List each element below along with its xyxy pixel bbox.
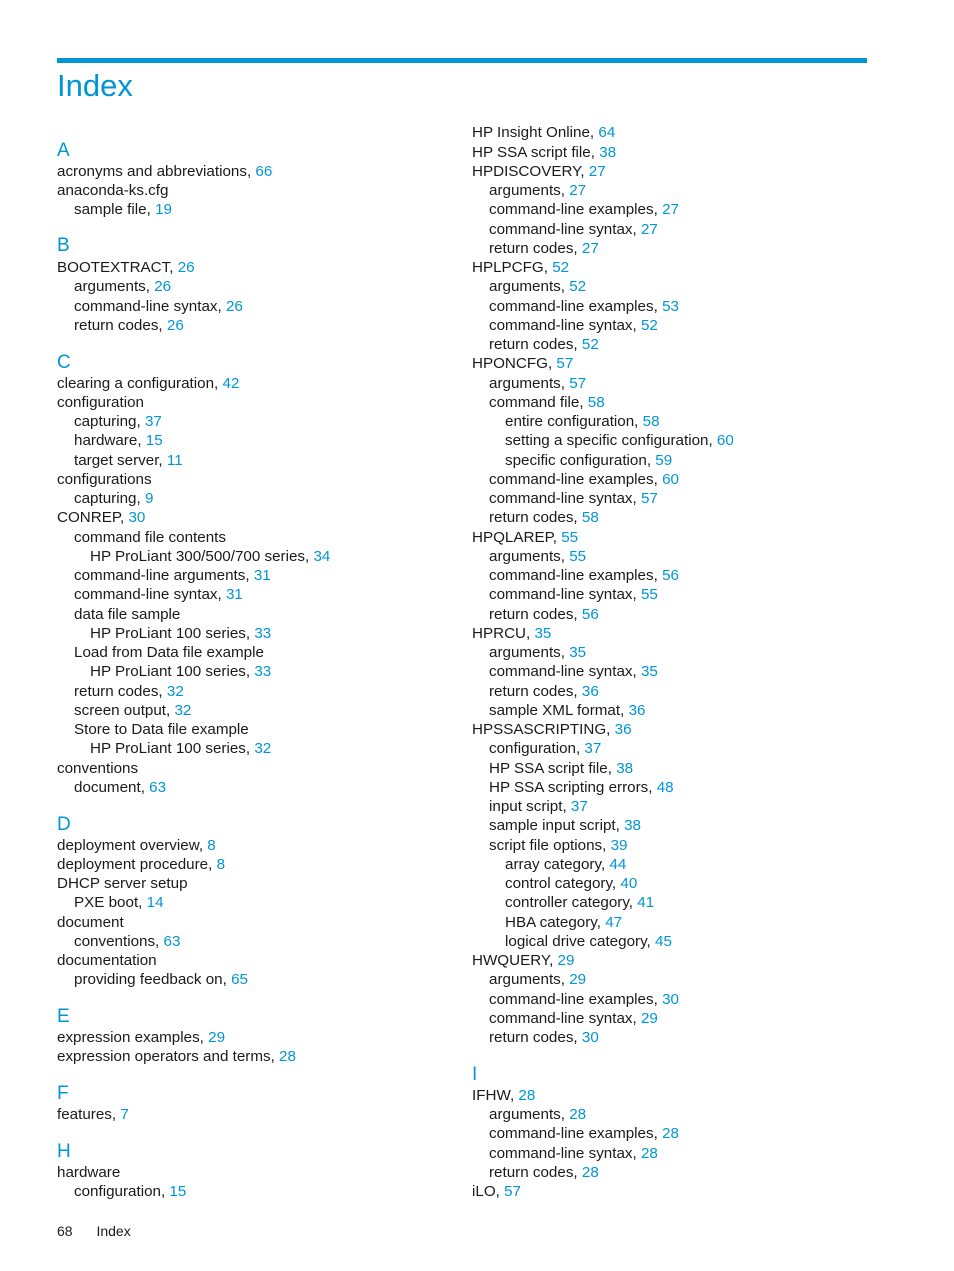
index-entry-term: HPQLAREP, xyxy=(472,529,557,546)
index-entry-term: configuration xyxy=(57,394,144,411)
index-entry xyxy=(57,778,166,797)
index-entry-term: HBA category, xyxy=(505,914,601,931)
page-reference-link[interactable]: 41 xyxy=(637,894,655,911)
index-entry xyxy=(57,200,172,219)
page-reference-link[interactable]: 33 xyxy=(254,625,272,642)
index-entry xyxy=(472,470,679,489)
index-entry-term: arguments, xyxy=(489,182,565,199)
index-entry xyxy=(472,816,641,835)
index-entry-term: HPONCFG, xyxy=(472,355,553,372)
index-entry-term: conventions, xyxy=(74,933,160,950)
index-letter-heading: E xyxy=(57,1006,70,1027)
index-entry-term: return codes, xyxy=(489,1164,578,1181)
index-entry xyxy=(472,1105,586,1124)
index-entry-term: HP ProLiant 300/500/700 series, xyxy=(90,548,310,565)
page-reference-link[interactable]: 27 xyxy=(569,182,587,199)
index-entry-term: HWQUERY, xyxy=(472,952,554,969)
index-entry xyxy=(472,297,679,316)
index-entry xyxy=(57,932,180,951)
index-entry-term: HP SSA scripting errors, xyxy=(489,779,653,796)
index-entry-term: arguments, xyxy=(74,278,150,295)
index-entry-term: entire configuration, xyxy=(505,413,639,430)
index-entry xyxy=(472,374,586,393)
index-entry-term: return codes, xyxy=(489,606,578,623)
index-entry xyxy=(472,489,658,508)
page-reference-link[interactable]: 38 xyxy=(616,760,634,777)
index-entry-term: arguments, xyxy=(489,1106,565,1123)
index-entry xyxy=(57,451,183,470)
index-entry xyxy=(472,431,734,450)
index-entry xyxy=(472,1124,679,1143)
index-entry-term: specific configuration, xyxy=(505,452,652,469)
page-reference-link[interactable]: 28 xyxy=(569,1106,587,1123)
index-entry xyxy=(57,624,271,643)
index-entry xyxy=(472,682,599,701)
index-entry-term: command-line syntax, xyxy=(489,317,637,334)
index-entry xyxy=(472,123,615,142)
index-entry-term: acronyms and abbreviations, xyxy=(57,163,252,180)
index-entry-term: expression operators and terms, xyxy=(57,1048,275,1065)
index-entry xyxy=(472,220,658,239)
index-entry-term: sample file, xyxy=(74,201,151,218)
page-reference-link[interactable]: 27 xyxy=(588,163,606,180)
index-entry-term: return codes, xyxy=(74,317,163,334)
index-entry-term: input script, xyxy=(489,798,567,815)
index-entry xyxy=(57,431,163,450)
page-reference-link[interactable]: 58 xyxy=(587,394,605,411)
index-entry-term: document, xyxy=(74,779,145,796)
index-entry xyxy=(57,682,184,701)
page-reference-link[interactable]: 39 xyxy=(610,837,628,854)
index-entry xyxy=(57,508,145,527)
index-entry xyxy=(472,393,605,412)
index-entry xyxy=(472,181,586,200)
index-entry xyxy=(472,143,616,162)
page-footer xyxy=(57,1222,131,1241)
index-entry xyxy=(57,1163,120,1182)
page-reference-link[interactable]: 45 xyxy=(655,933,672,950)
page-reference-link[interactable]: 52 xyxy=(640,317,658,334)
index-entry xyxy=(472,162,606,181)
index-entry xyxy=(472,566,679,585)
index-entry-term: HP ProLiant 100 series, xyxy=(90,740,251,757)
index-entry-term: command-line syntax, xyxy=(74,298,222,315)
index-letter-heading: F xyxy=(57,1083,69,1104)
page-reference-link[interactable]: 30 xyxy=(128,509,146,526)
index-entry xyxy=(472,855,626,874)
index-entry-term: hardware xyxy=(57,1164,121,1181)
page-reference-link[interactable]: 37 xyxy=(144,413,162,430)
index-entry xyxy=(472,1163,599,1182)
index-entry xyxy=(57,1028,225,1047)
index-entry-term: return codes, xyxy=(489,1029,578,1046)
index-entry xyxy=(57,874,188,893)
index-entry-term: command-line examples, xyxy=(489,201,658,218)
index-entry-term: control category, xyxy=(505,875,617,892)
index-entry xyxy=(57,739,271,758)
index-entry xyxy=(472,913,622,932)
index-entry xyxy=(472,759,633,778)
index-entry-term: deployment procedure, xyxy=(57,856,213,873)
index-entry xyxy=(472,720,632,739)
page-reference-link[interactable]: 55 xyxy=(640,586,658,603)
index-entry-term: Load from Data file example xyxy=(74,644,264,661)
page-reference-link[interactable]: 8 xyxy=(207,837,216,854)
index-entry xyxy=(472,451,672,470)
page-reference-link[interactable]: 59 xyxy=(655,452,673,469)
index-entry-term: return codes, xyxy=(74,683,163,700)
page-reference-link[interactable]: 66 xyxy=(255,163,273,180)
index-entry-term: HPDISCOVERY, xyxy=(472,163,585,180)
index-entry-term: command file contents xyxy=(74,529,226,546)
index-entry-term: PXE boot, xyxy=(74,894,143,911)
index-entry-term: sample XML format, xyxy=(489,702,625,719)
index-entry-term: command file, xyxy=(489,394,584,411)
index-entry xyxy=(57,893,164,912)
page-reference-link[interactable]: 30 xyxy=(581,1029,599,1046)
index-entry-term: HP ProLiant 100 series, xyxy=(90,663,251,680)
index-entry-term: HPLPCFG, xyxy=(472,259,548,276)
page-reference-link[interactable]: 40 xyxy=(620,875,638,892)
index-entry-term: command-line examples, xyxy=(489,1125,658,1142)
index-entry-term: hardware, xyxy=(74,432,142,449)
page-reference-link[interactable]: 52 xyxy=(552,259,570,276)
page-reference-link[interactable]: 26 xyxy=(166,317,184,334)
index-entry xyxy=(57,970,248,989)
page-reference-link[interactable]: 52 xyxy=(581,336,599,353)
index-entry-term: deployment overview, xyxy=(57,837,204,854)
index-entry-term: return codes, xyxy=(489,683,578,700)
page-reference-link[interactable]: 32 xyxy=(166,683,184,700)
index-entry xyxy=(472,951,574,970)
index-entry-term: IFHW, xyxy=(472,1087,515,1104)
page-reference-link[interactable]: 32 xyxy=(174,702,192,719)
index-entry-term: document xyxy=(57,914,124,931)
index-entry-term: command-line syntax, xyxy=(489,1010,637,1027)
index-entry-term: HP SSA script file, xyxy=(489,760,612,777)
page-reference-link[interactable]: 35 xyxy=(569,644,587,661)
index-entry xyxy=(472,1086,535,1105)
index-entry-term: capturing, xyxy=(74,490,141,507)
index-entry xyxy=(57,297,243,316)
index-entry xyxy=(472,932,672,951)
page-reference-link[interactable]: 27 xyxy=(662,201,679,218)
page-reference-link[interactable]: 36 xyxy=(581,683,599,700)
index-entry-term: return codes, xyxy=(489,336,578,353)
index-letter-heading: A xyxy=(57,140,70,161)
index-entry-term: clearing a configuration, xyxy=(57,375,219,392)
index-entry xyxy=(472,624,551,643)
index-entry xyxy=(472,1182,521,1201)
index-entry xyxy=(57,662,271,681)
page-reference-link[interactable]: 28 xyxy=(581,1164,599,1181)
index-entry-term: Store to Data file example xyxy=(74,721,249,738)
index-entry xyxy=(57,759,138,778)
index-entry-term: HP SSA script file, xyxy=(472,144,595,161)
page-reference-link[interactable]: 31 xyxy=(253,567,271,584)
index-entry xyxy=(472,662,658,681)
page-reference-link[interactable]: 15 xyxy=(145,432,163,449)
index-letter-heading: D xyxy=(57,814,71,835)
index-entry xyxy=(472,528,578,547)
index-entry-term: script file options, xyxy=(489,837,607,854)
page-reference-link[interactable]: 55 xyxy=(561,529,579,546)
index-entry xyxy=(472,547,586,566)
index-entry xyxy=(57,1105,129,1124)
index-entry xyxy=(472,1009,658,1028)
index-entry xyxy=(57,162,272,181)
index-entry xyxy=(57,258,195,277)
index-entry-term: screen output, xyxy=(74,702,171,719)
index-entry-term: command-line syntax, xyxy=(489,1145,637,1162)
index-entry xyxy=(472,1144,658,1163)
page-reference-link[interactable]: 44 xyxy=(609,856,627,873)
index-entry xyxy=(472,258,569,277)
index-entry xyxy=(57,393,144,412)
index-entry-term: command-line examples, xyxy=(489,991,658,1008)
index-entry xyxy=(57,585,243,604)
page-reference-link[interactable]: 28 xyxy=(518,1087,536,1104)
page-reference-link[interactable]: 47 xyxy=(605,914,623,931)
index-entry-term: iLO, xyxy=(472,1183,500,1200)
index-entry-term: return codes, xyxy=(489,240,578,257)
index-entry xyxy=(472,316,658,335)
page-reference-link[interactable]: 29 xyxy=(569,971,587,988)
index-entry xyxy=(57,605,180,624)
index-entry xyxy=(472,585,658,604)
index-entry-term: arguments, xyxy=(489,971,565,988)
page-reference-link[interactable]: 8 xyxy=(216,856,226,873)
page-reference-link[interactable]: 26 xyxy=(177,259,195,276)
index-entry xyxy=(57,181,168,200)
page-reference-link[interactable]: 26 xyxy=(154,278,172,295)
index-entry-term: HP Insight Online, xyxy=(472,124,595,141)
index-entry xyxy=(472,797,588,816)
page-reference-link[interactable]: 56 xyxy=(662,567,679,584)
index-entry-term: anaconda-ks.cfg xyxy=(57,182,169,199)
page-reference-link[interactable]: 60 xyxy=(716,432,734,449)
page-reference-link[interactable]: 29 xyxy=(208,1029,226,1046)
index-entry xyxy=(472,836,627,855)
index-entry-term: command-line syntax, xyxy=(489,490,637,507)
page-reference-link[interactable]: 55 xyxy=(569,548,587,565)
page-reference-link[interactable]: 28 xyxy=(640,1145,658,1162)
page-reference-link[interactable]: 57 xyxy=(504,1183,521,1200)
page-reference-link[interactable]: 60 xyxy=(662,471,679,488)
index-entry-term: controller category, xyxy=(505,894,634,911)
index-entry xyxy=(472,335,599,354)
page-reference-link[interactable]: 53 xyxy=(662,298,679,315)
page-reference-link[interactable]: 31 xyxy=(225,586,243,603)
index-entry xyxy=(57,720,249,739)
index-entry-term: command-line syntax, xyxy=(489,663,637,680)
index-letter-heading: B xyxy=(57,235,70,256)
index-entry-term: arguments, xyxy=(489,278,565,295)
page-reference-link[interactable]: 63 xyxy=(149,779,167,796)
page-reference-link[interactable]: 57 xyxy=(556,355,574,372)
index-entry-term: expression examples, xyxy=(57,1029,204,1046)
index-entry-term: command-line arguments, xyxy=(74,567,250,584)
index-entry-term: logical drive category, xyxy=(505,933,651,950)
page-reference-link[interactable]: 33 xyxy=(254,663,272,680)
index-entry-term: conventions xyxy=(57,760,139,777)
index-entry-term: sample input script, xyxy=(489,817,620,834)
index-entry-term: target server, xyxy=(74,452,163,469)
index-entry xyxy=(472,893,654,912)
page-title: Index xyxy=(57,68,133,103)
page-reference-link[interactable]: 32 xyxy=(254,740,272,757)
index-entry-term: documentation xyxy=(57,952,157,969)
page-reference-link[interactable]: 64 xyxy=(598,124,616,141)
index-entry xyxy=(472,643,586,662)
page-reference-link[interactable]: 36 xyxy=(614,721,632,738)
page-reference-link[interactable]: 52 xyxy=(569,278,587,295)
index-entry xyxy=(57,316,184,335)
page-reference-link[interactable]: 42 xyxy=(222,375,240,392)
index-entry xyxy=(57,1047,296,1066)
index-entry-term: HPSSASCRIPTING, xyxy=(472,721,611,738)
index-entry xyxy=(57,547,330,566)
index-entry-term: providing feedback on, xyxy=(74,971,227,988)
index-entry xyxy=(472,605,599,624)
page-number: 68 xyxy=(57,1223,73,1239)
title-rule xyxy=(57,58,867,63)
index-entry-term: HP ProLiant 100 series, xyxy=(90,625,251,642)
index-entry-term: command-line examples, xyxy=(489,471,658,488)
index-entry-term: HPRCU, xyxy=(472,625,531,642)
index-entry xyxy=(57,489,153,508)
index-entry-term: setting a specific configuration, xyxy=(505,432,713,449)
page-reference-link[interactable]: 58 xyxy=(642,413,660,430)
index-entry-term: command-line syntax, xyxy=(489,586,637,603)
index-entry xyxy=(472,1028,599,1047)
index-entry-term: command-line syntax, xyxy=(489,221,637,238)
page-reference-link[interactable]: 29 xyxy=(557,952,575,969)
index-entry-term: command-line examples, xyxy=(489,298,658,315)
page-reference-link[interactable]: 63 xyxy=(163,933,181,950)
index-letter-heading: I xyxy=(472,1064,478,1085)
index-letter-heading: H xyxy=(57,1141,71,1162)
index-entry xyxy=(57,374,239,393)
index-entry-term: features, xyxy=(57,1106,117,1123)
index-entry xyxy=(472,200,679,219)
index-entry xyxy=(57,566,271,585)
page-reference-link[interactable]: 11 xyxy=(166,452,183,469)
index-entry-term: DHCP server setup xyxy=(57,875,188,892)
page-reference-link[interactable]: 57 xyxy=(569,375,587,392)
index-entry xyxy=(472,874,637,893)
index-entry-term: capturing, xyxy=(74,413,141,430)
page-reference-link[interactable]: 28 xyxy=(662,1125,679,1142)
index-entry-term: BOOTEXTRACT, xyxy=(57,259,174,276)
index-entry xyxy=(472,970,586,989)
index-entry-term: arguments, xyxy=(489,375,565,392)
index-entry xyxy=(57,412,162,431)
page-reference-link[interactable]: 28 xyxy=(279,1048,296,1065)
index-entry-term: array category, xyxy=(505,856,606,873)
index-entry xyxy=(57,855,225,874)
page-reference-link[interactable]: 35 xyxy=(640,663,658,680)
index-entry xyxy=(57,1182,186,1201)
page-reference-link[interactable]: 14 xyxy=(146,894,164,911)
footer-label: Index xyxy=(96,1223,131,1239)
page-reference-link[interactable]: 35 xyxy=(534,625,552,642)
index-entry-term: arguments, xyxy=(489,644,565,661)
index-entry xyxy=(472,739,601,758)
index-entry xyxy=(57,528,226,547)
page-reference-link[interactable]: 56 xyxy=(581,606,599,623)
page-reference-link[interactable]: 29 xyxy=(640,1010,658,1027)
index-entry xyxy=(472,239,599,258)
index-entry xyxy=(57,470,152,489)
page-reference-link[interactable]: 7 xyxy=(120,1106,129,1123)
page-reference-link[interactable]: 34 xyxy=(313,548,331,565)
page-reference-link[interactable]: 57 xyxy=(640,490,658,507)
index-entry xyxy=(57,643,264,662)
index-entry-term: configuration, xyxy=(489,740,581,757)
index-entry xyxy=(57,951,157,970)
page-reference-link[interactable]: 37 xyxy=(584,740,602,757)
index-letter-heading: C xyxy=(57,352,71,373)
index-entry xyxy=(57,836,216,855)
index-entry-term: CONREP, xyxy=(57,509,125,526)
page-reference-link[interactable]: 27 xyxy=(581,240,599,257)
page-reference-link[interactable]: 27 xyxy=(640,221,658,238)
index-entry xyxy=(472,990,679,1009)
index-entry xyxy=(472,412,660,431)
page-reference-link[interactable]: 38 xyxy=(599,144,617,161)
page-reference-link[interactable]: 36 xyxy=(628,702,646,719)
index-entry-term: return codes, xyxy=(489,509,578,526)
page-reference-link[interactable]: 37 xyxy=(570,798,588,815)
index-entry xyxy=(472,354,573,373)
page-reference-link[interactable]: 58 xyxy=(581,509,599,526)
page-reference-link[interactable]: 15 xyxy=(169,1183,187,1200)
page-reference-link[interactable]: 30 xyxy=(662,991,679,1008)
index-entry xyxy=(472,701,645,720)
page-reference-link[interactable]: 48 xyxy=(656,779,674,796)
index-entry xyxy=(472,508,599,527)
page-reference-link[interactable]: 38 xyxy=(624,817,641,834)
index-entry xyxy=(472,778,674,797)
page-reference-link[interactable]: 9 xyxy=(144,490,154,507)
index-entry-term: configuration, xyxy=(74,1183,166,1200)
index-entry xyxy=(472,277,586,296)
page-reference-link[interactable]: 19 xyxy=(155,201,172,218)
index-entry-term: data file sample xyxy=(74,606,181,623)
index-entry xyxy=(57,701,191,720)
index-entry xyxy=(57,277,171,296)
index-entry xyxy=(57,913,124,932)
index-entry-term: command-line examples, xyxy=(489,567,658,584)
page-reference-link[interactable]: 26 xyxy=(225,298,243,315)
page-reference-link[interactable]: 65 xyxy=(231,971,248,988)
index-entry-term: arguments, xyxy=(489,548,565,565)
index-entry-term: command-line syntax, xyxy=(74,586,222,603)
index-entry-term: configurations xyxy=(57,471,152,488)
